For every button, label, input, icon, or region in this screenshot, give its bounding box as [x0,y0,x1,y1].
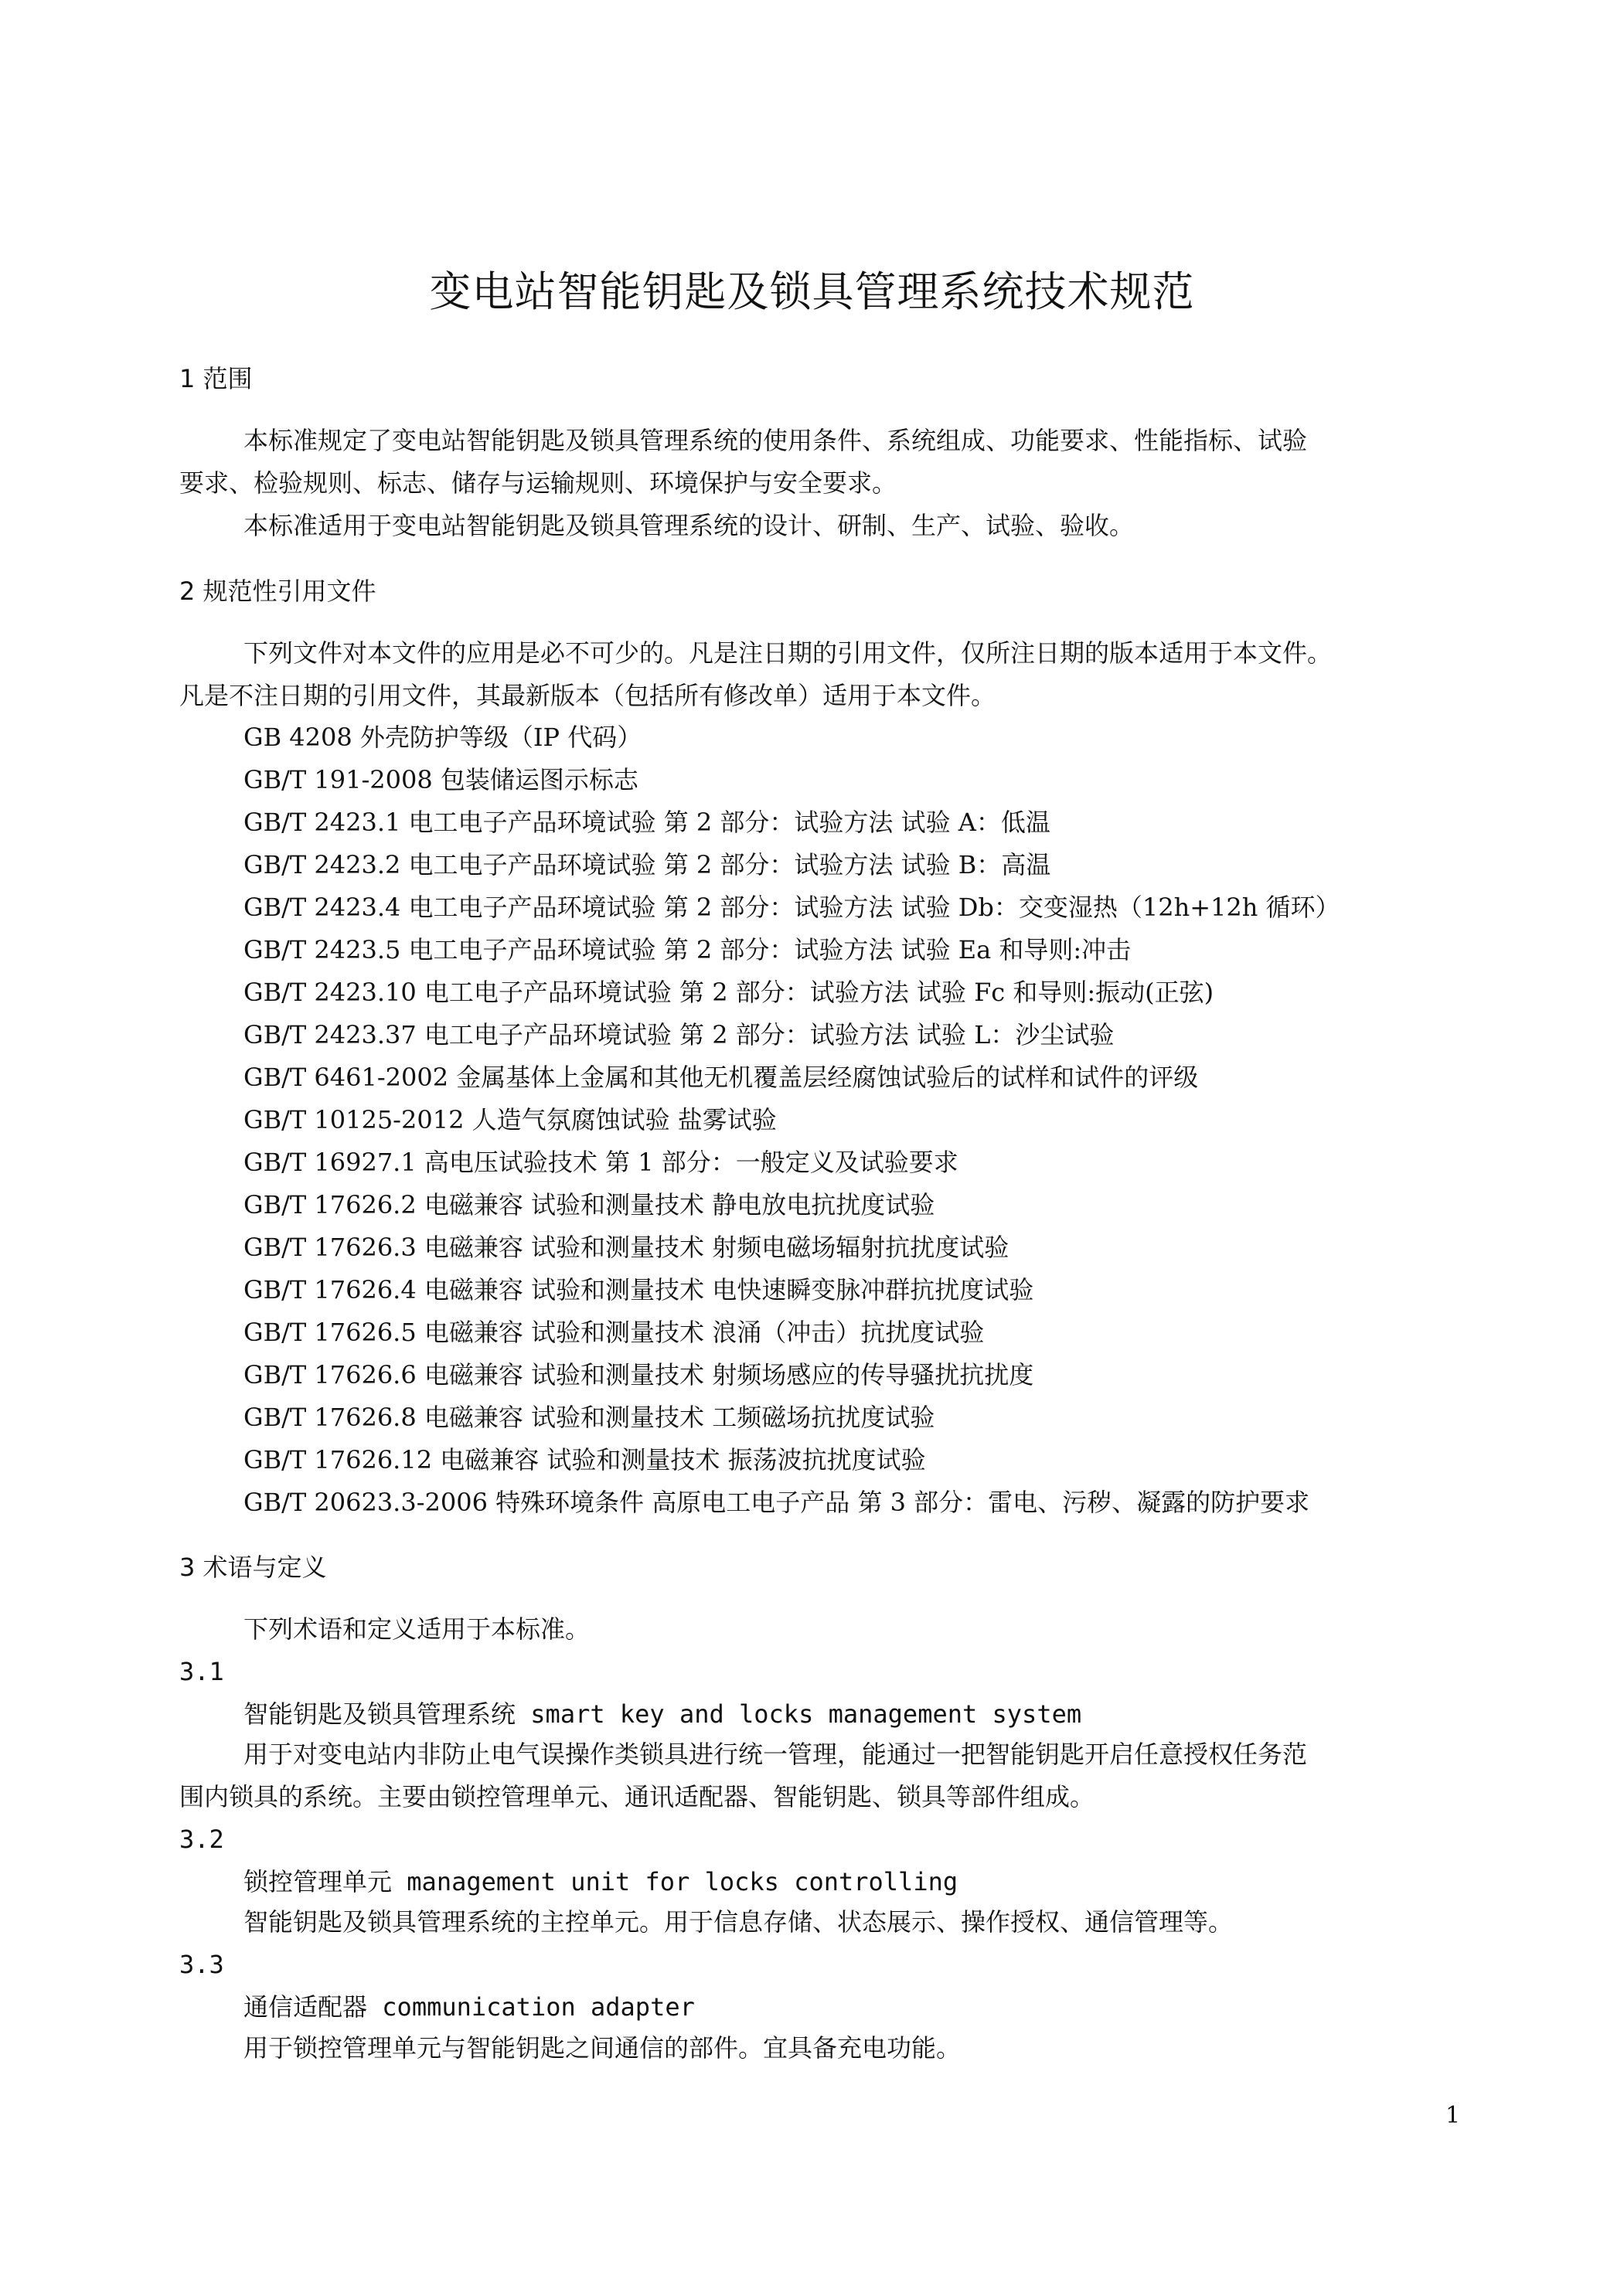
term-chinese: 智能钥匙及锁具管理系统 [243,1699,516,1729]
reference-item: GB/T 10125-2012 人造气氛腐蚀试验 盐雾试验 [243,1105,777,1134]
reference-item: GB/T 2423.10 电工电子产品环境试验 第 2 部分：试验方法 试验 Fc 和导则:振动(正弦) [243,978,1214,1007]
paragraph-line: 本标准适用于变电站智能钥匙及锁具管理系统的设计、研制、生产、试验、验收。 [243,511,1135,540]
term-entry [243,1992,695,2022]
paragraph-line: 凡是不注日期的引用文件，其最新版本（包括所有修改单）适用于本文件。 [179,681,996,710]
paragraph-line: 要求、检验规则、标志、储存与运输规则、环境保护与安全要求。 [179,468,897,498]
term-english: communication adapter [367,1992,695,2022]
reference-item: GB/T 2423.4 电工电子产品环境试验 第 2 部分：试验方法 试验 Db：交变湿热（12h+12h 循环） [243,893,1340,922]
reference-item: GB/T 17626.6 电磁兼容 试验和测量技术 射频场感应的传导骚扰抗扰度 [243,1360,1034,1390]
term-entry [243,1699,1081,1730]
reference-item: GB/T 16927.1 高电压试验技术 第 1 部分：一般定义及试验要求 [243,1148,958,1177]
reference-item: GB/T 17626.3 电磁兼容 试验和测量技术 射频电磁场辐射抗扰度试验 [243,1233,1009,1262]
reference-item: GB/T 2423.1 电工电子产品环境试验 第 2 部分：试验方法 试验 A：低温 [243,808,1050,837]
term-english: management unit for locks controlling [392,1867,958,1896]
reference-item: GB/T 17626.4 电磁兼容 试验和测量技术 电快速瞬变脉冲群抗扰度试验 [243,1275,1034,1304]
paragraph-line: 下列术语和定义适用于本标准。 [243,1614,591,1644]
term-english: smart key and locks management system [516,1699,1082,1729]
term-chinese: 锁控管理单元 [243,1867,393,1896]
section-heading-references: 2 规范性引用文件 [179,577,376,606]
section-heading-terms: 3 术语与定义 [179,1553,327,1582]
paragraph-line: 本标准规定了变电站智能钥匙及锁具管理系统的使用条件、系统组成、功能要求、性能指标、试验 [243,426,1308,455]
reference-item: GB/T 191-2008 包装储运图示标志 [243,765,638,794]
reference-item: GB/T 2423.37 电工电子产品环境试验 第 2 部分：试验方法 试验 L：沙尘试验 [243,1020,1115,1049]
document-title: 变电站智能钥匙及锁具管理系统技术规范 [429,267,1195,316]
reference-item: GB/T 6461-2002 金属基体上金属和其他无机覆盖层经腐蚀试验后的试样和试件的评级 [243,1063,1199,1092]
reference-item: GB/T 17626.12 电磁兼容 试验和测量技术 振荡波抗扰度试验 [243,1445,926,1475]
reference-item: GB/T 2423.5 电工电子产品环境试验 第 2 部分：试验方法 试验 Ea 和导则:冲击 [243,935,1132,964]
page-number: 1 [1445,2102,1461,2129]
term-number: 3.3 [179,1950,224,1979]
paragraph-line: 下列文件对本文件的应用是必不可少的。凡是注日期的引用文件，仅所注日期的版本适用于本文件。 [243,638,1333,668]
section-heading-scope: 1 范围 [179,364,253,393]
term-definition: 围内锁具的系统。主要由锁控管理单元、通讯适配器、智能钥匙、锁具等部件组成。 [179,1782,1095,1811]
reference-item: GB/T 17626.2 电磁兼容 试验和测量技术 静电放电抗扰度试验 [243,1190,935,1219]
reference-item: GB/T 17626.5 电磁兼容 试验和测量技术 浪涌（冲击）抗扰度试验 [243,1318,985,1347]
reference-item: GB/T 20623.3-2006 特殊环境条件 高原电工电子产品 第 3 部分：雷电、污秽、凝露的防护要求 [243,1488,1310,1517]
term-chinese: 通信适配器 [243,1992,368,2022]
reference-item: GB/T 17626.8 电磁兼容 试验和测量技术 工频磁场抗扰度试验 [243,1403,935,1432]
reference-item: GB 4208 外壳防护等级（IP 代码） [243,723,642,752]
term-entry [243,1866,958,1897]
term-definition: 智能钥匙及锁具管理系统的主控单元。用于信息存储、状态展示、操作授权、通信管理等。 [243,1907,1234,1937]
term-definition: 用于对变电站内非防止电气误操作类锁具进行统一管理，能通过一把智能钥匙开启任意授权任务范 [243,1740,1308,1769]
term-number: 3.2 [179,1825,224,1854]
term-definition: 用于锁控管理单元与智能钥匙之间通信的部件。宜具备充电功能。 [243,2033,962,2063]
term-number: 3.1 [179,1657,224,1686]
reference-item: GB/T 2423.2 电工电子产品环境试验 第 2 部分：试验方法 试验 B：高温 [243,850,1051,879]
